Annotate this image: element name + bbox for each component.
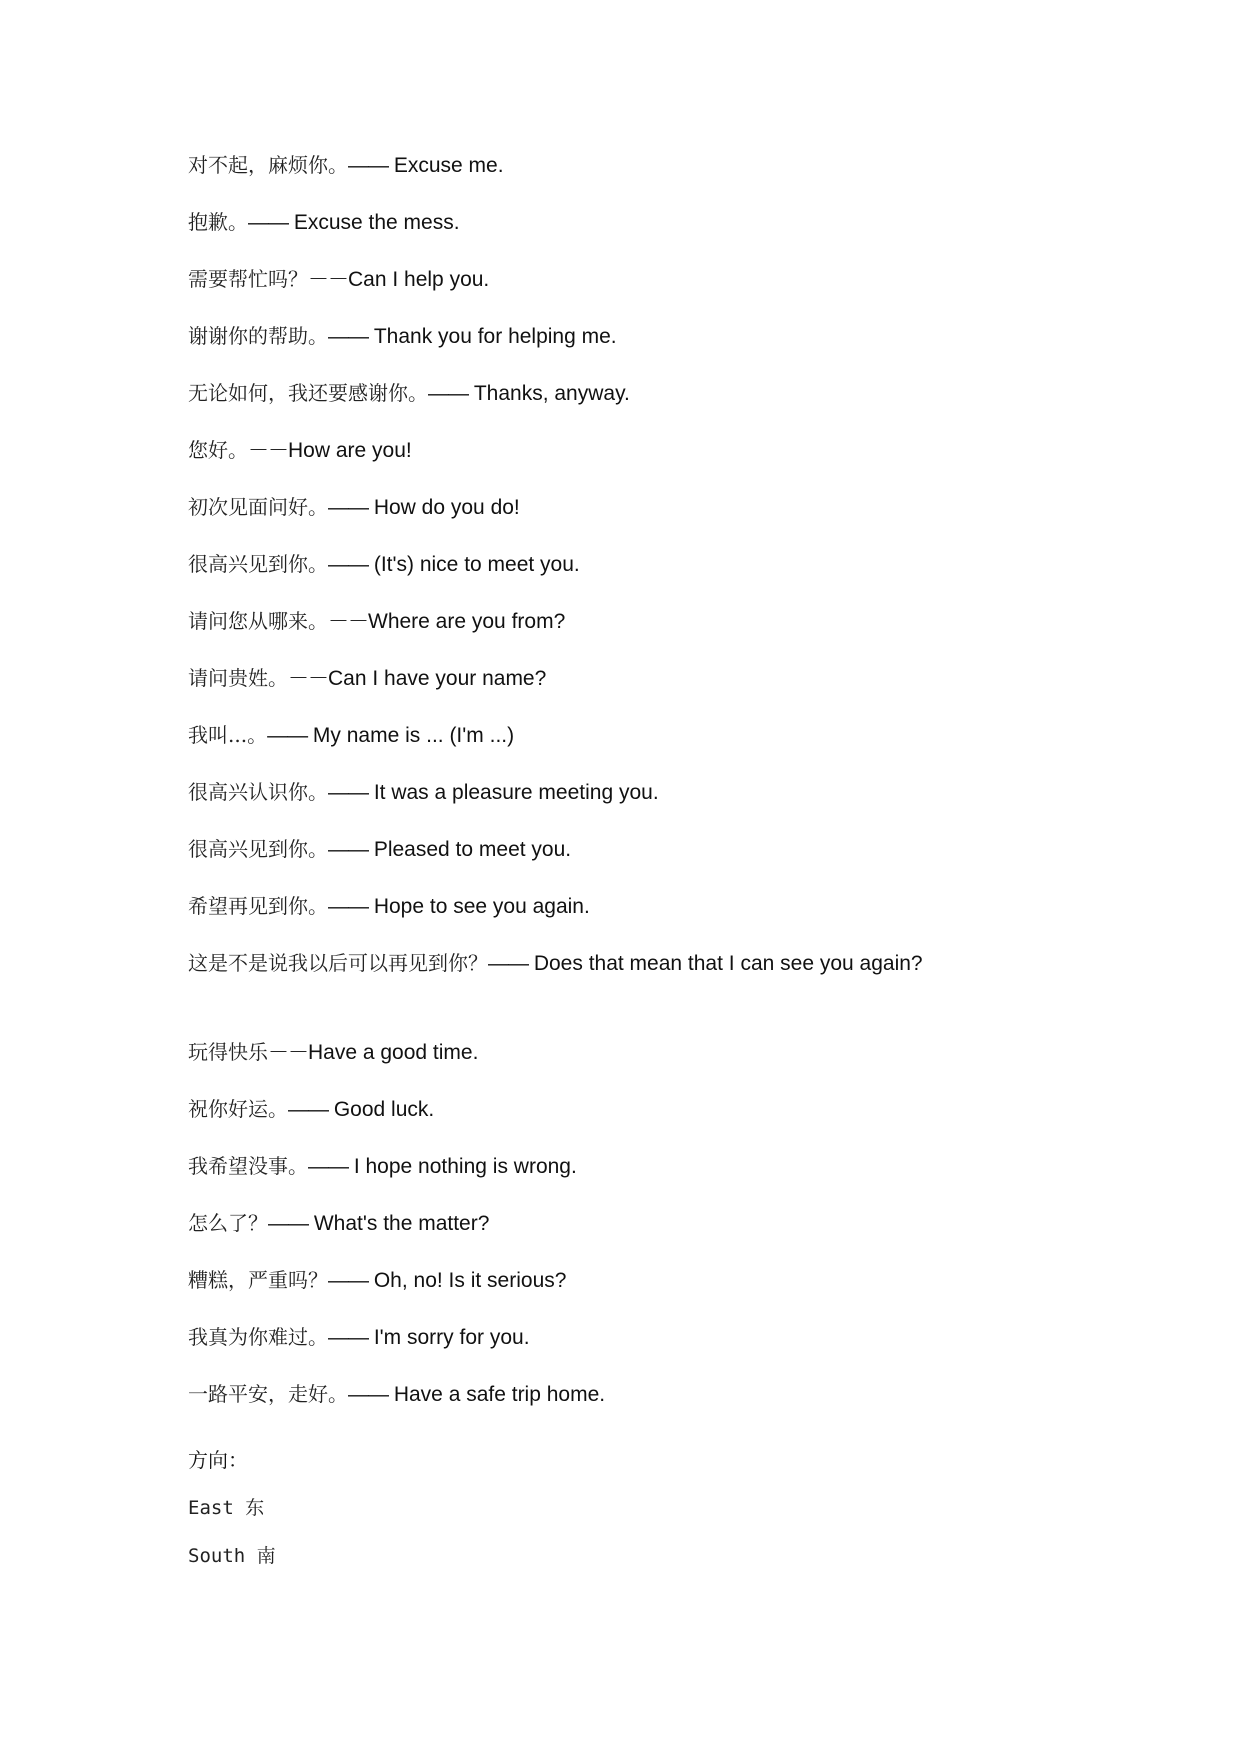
phrase-line	[188, 948, 923, 979]
phrase-line	[188, 207, 460, 238]
phrase-english: Where are you from?	[368, 610, 566, 633]
phrase-english: Good luck.	[328, 1098, 435, 1121]
phrase-dash: ——	[328, 1326, 368, 1349]
phrase-chinese: 很高兴见到你。	[188, 552, 328, 576]
phrase-chinese: 抱歉。	[188, 210, 248, 234]
phrase-dash: ——	[328, 1269, 368, 1292]
phrase-line	[188, 435, 412, 466]
phrase-english: I'm sorry for you.	[368, 1326, 530, 1349]
phrase-line	[188, 663, 546, 694]
phrase-english: Excuse the mess.	[288, 211, 460, 234]
phrase-dash: －－	[288, 667, 328, 690]
phrase-line	[188, 549, 580, 580]
phrase-dash: ——	[488, 952, 528, 975]
phrase-dash: ——	[288, 1098, 328, 1121]
phrase-line	[188, 891, 590, 922]
phrase-english: Pleased to meet you.	[368, 838, 572, 861]
direction-item-south	[188, 1542, 276, 1570]
phrase-line	[188, 378, 630, 409]
phrase-dash: －－	[328, 610, 368, 633]
phrase-english: Have a good time.	[308, 1041, 479, 1064]
phrase-chinese: 希望再见到你。	[188, 894, 328, 918]
direction-english: South	[188, 1545, 246, 1567]
phrase-chinese: 需要帮忙吗？	[188, 267, 308, 291]
phrase-english: Thanks, anyway.	[468, 382, 630, 405]
phrase-english: My name is ... (I'm ...)	[307, 724, 515, 747]
phrase-english: How do you do!	[368, 496, 520, 519]
phrase-chinese: 我叫...。	[188, 723, 268, 747]
phrase-chinese: 很高兴见到你。	[188, 837, 328, 861]
phrase-line	[188, 150, 504, 181]
phrase-dash: ——	[348, 1383, 388, 1406]
phrase-line	[188, 321, 617, 352]
phrase-english: I hope nothing is wrong.	[348, 1155, 577, 1178]
phrase-dash: ——	[328, 895, 368, 918]
phrase-line	[188, 1208, 489, 1239]
phrase-dash: ——	[328, 838, 368, 861]
phrase-dash: ——	[348, 154, 388, 177]
phrase-chinese: 一路平安，走好。	[188, 1382, 348, 1406]
phrase-english: Can I help you.	[348, 268, 490, 291]
phrase-english: It was a pleasure meeting you.	[368, 781, 659, 804]
direction-chinese: 南	[256, 1545, 276, 1567]
phrase-dash: ——	[267, 724, 308, 747]
phrase-chinese: 无论如何，我还要感谢你。	[188, 381, 428, 405]
phrase-chinese: 对不起，麻烦你。	[188, 153, 348, 177]
phrase-dash: ——	[308, 1155, 348, 1178]
phrase-english: Have a safe trip home.	[388, 1383, 606, 1406]
phrase-line	[188, 1151, 577, 1182]
phrase-english: Oh, no! Is it serious?	[368, 1269, 567, 1292]
phrase-line	[188, 606, 565, 637]
phrase-dash: ——	[268, 1212, 308, 1235]
phrase-dash: ——	[328, 781, 368, 804]
phrase-english: Does that mean that I can see you again?	[528, 952, 923, 975]
phrase-chinese: 怎么了？	[188, 1211, 268, 1235]
phrase-line	[188, 264, 489, 295]
phrase-dash: －－	[268, 1041, 308, 1064]
phrase-line	[188, 1037, 478, 1068]
phrase-english: Hope to see you again.	[368, 895, 590, 918]
phrase-english: (It's) nice to meet you.	[368, 553, 580, 576]
phrase-chinese: 很高兴认识你。	[188, 780, 328, 804]
phrase-chinese: 我希望没事。	[188, 1154, 308, 1178]
phrase-dash: －－	[308, 268, 348, 291]
phrase-chinese: 糟糕，严重吗？	[188, 1268, 328, 1292]
phrase-dash: ——	[328, 325, 368, 348]
phrase-chinese: 我真为你难过。	[188, 1325, 328, 1349]
phrase-line	[188, 1265, 566, 1296]
direction-english: East	[188, 1497, 234, 1519]
phrase-chinese: 玩得快乐	[188, 1040, 268, 1064]
phrase-chinese: 这是不是说我以后可以再见到你？	[188, 951, 488, 975]
phrase-dash: ——	[248, 211, 288, 234]
phrase-dash: ——	[428, 382, 468, 405]
phrase-chinese: 您好。	[188, 438, 248, 462]
phrase-english: How are you!	[288, 439, 412, 462]
phrase-line	[188, 1094, 434, 1125]
phrase-line	[188, 777, 659, 808]
direction-chinese: 东	[245, 1497, 265, 1519]
phrase-english: Excuse me.	[388, 154, 504, 177]
phrase-chinese: 初次见面问好。	[188, 495, 328, 519]
phrase-chinese: 祝你好运。	[188, 1097, 288, 1121]
phrase-english: Can I have your name?	[328, 667, 547, 690]
phrase-dash: －－	[248, 439, 288, 462]
phrase-line	[188, 1322, 530, 1353]
phrase-line	[188, 834, 571, 865]
phrase-line	[188, 492, 520, 523]
phrase-chinese: 谢谢你的帮助。	[188, 324, 328, 348]
phrase-line	[188, 720, 514, 751]
phrase-english: What's the matter?	[308, 1212, 490, 1235]
phrase-english: Thank you for helping me.	[368, 325, 617, 348]
direction-item-east	[188, 1494, 264, 1522]
phrase-line	[188, 1379, 605, 1410]
phrase-chinese: 请问您从哪来。	[188, 609, 328, 633]
phrase-chinese: 请问贵姓。	[188, 666, 288, 690]
phrase-dash: ——	[328, 553, 368, 576]
directions-heading: 方向：	[188, 1448, 248, 1472]
phrase-dash: ——	[328, 496, 368, 519]
